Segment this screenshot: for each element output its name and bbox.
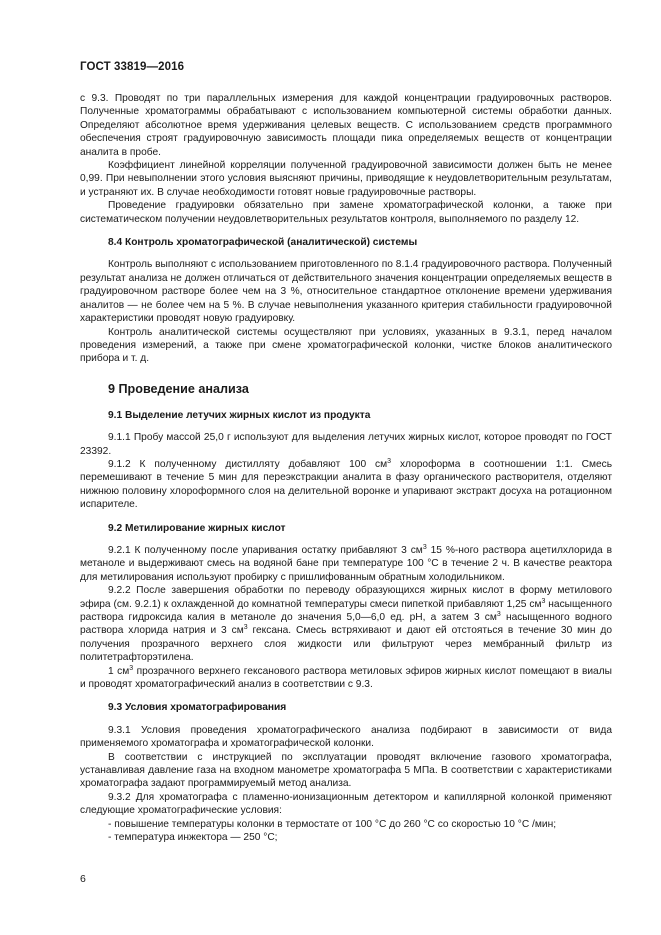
text-run: прозрачного верхнего гексанового раствора метиловых эфиров жирных кислот помещают в виалы и проводят хроматографический анализ в соответствии с 9.3. xyxy=(80,665,612,691)
paragraph xyxy=(80,665,612,692)
section-heading-9-1: 9.1 Выделение летучих жирных кислот из продукта xyxy=(108,409,371,421)
superscript: 3 xyxy=(541,597,546,605)
section-heading-9-3: 9.3 Условия хроматографирования xyxy=(108,702,287,714)
paragraph: 9.3.2 Для хроматографа с пламенно-ионизационным детектором и капиллярной колонкой применяют следующие хроматографические условия: xyxy=(80,791,612,817)
document-body xyxy=(80,92,612,845)
text-run: насыщенного водного раствора хлорида натрия и 3 см xyxy=(80,612,613,637)
text-run: гексана. Смесь встряхивают и дают ей отстояться в течение 30 мин до получения прозрачного верхнего слоя жидкости или фильтруют через мембранный фильтр из политетрафторэтилена. xyxy=(80,625,612,664)
text-run: 9.2.1 К полученному после упаривания остатку прибавляют 3 см xyxy=(108,544,423,556)
document-code: ГОСТ 33819—2016 xyxy=(80,61,185,73)
superscript: 3 xyxy=(496,611,501,618)
text-run: хлороформа в соотношении 1:1. Смесь перемешивают в течение 5 мин для переэкстракции аналита в фазу органического растворителя, отделяют нижнюю половину хлороформного слоя на делительной воронке и упаривают экстракт досуха на ротационном испарителе. xyxy=(80,458,613,511)
superscript: 3 xyxy=(129,664,134,672)
paragraph xyxy=(80,458,612,512)
list-item: - температура инжектора — 250 °С; xyxy=(108,832,278,844)
text-run: 1 см xyxy=(108,665,130,677)
paragraph: с 9.3. Проводят по три параллельных измерения для каждой концентрации градуировочных растворов. Полученные хроматограммы обрабатывают с использованием компьютерной системы обработки данных. Определяют абсолютное время удерживания целевых веществ. С использованием средств программного обеспечения строят градуировочную зависимость площади пика определяемых веществ от концентрации аналита в пробе. xyxy=(80,93,612,158)
text-run: 9.2.2 После завершения обработки по переводу образующихся жирных кислот в форму метилового эфира (см. 9.2.1) к охлажденной до комнатной температуры смеси пипеткой прибавляют 1,25 см xyxy=(80,585,612,610)
text-run: насыщенного раствора гидроксида калия в метаноле до значения 5,0—6,0 ед. рН, а затем 3 см xyxy=(80,598,613,623)
superscript: 3 xyxy=(243,624,248,632)
paragraph: Коэффициент линейной корреляции полученной градуировочной зависимости должен быть не менее 0,99. При невыполнении этого условия выясняют причины, приводящие к неудовлетворительным результатам, и устраняют их. В случае необходимости готовят новые градуировочные растворы. xyxy=(80,160,612,198)
page-number: 6 xyxy=(80,873,86,885)
section-heading-8-4: 8.4 Контроль хроматографической (аналитической) системы xyxy=(108,237,418,249)
text-run: 9.1.2 К полученному дистилляту добавляют 100 см xyxy=(108,458,388,470)
section-heading-9-2: 9.2 Метилирование жирных кислот xyxy=(108,522,286,534)
list-item: - повышение температуры колонки в термостате от 100 °С до 260 °С со скоростью 10 °С /мин; xyxy=(108,818,557,830)
paragraph: Контроль выполняют с использованием приготовленного по 8.1.4 градуировочного раствора. Полученный результат анализа не должен отличаться от действительного значения концентрации определяемых веществ в градуировочном растворе более чем на 3 %, относительное стандартное отклонение времени удерживания аналитов — не более чем на 5 %. В случае невыполнения указанного критерия стабильности градуировочной характеристики проводят новую градуировку. xyxy=(80,259,612,325)
paragraph: Проведение градуировки обязательно при замене хроматографической колонки, а также при систематическом получении неудовлетворительных результатов контроля, выполняемого по разделу 12. xyxy=(80,200,612,225)
paragraph xyxy=(80,544,612,584)
paragraph xyxy=(80,584,612,664)
text-run: 15 %-ного раствора ацетилхлорида в метаноле и выдерживают смесь на водяной бане при температуре 100 °С в течение 2 ч. В качестве реактора для метилирования используют пробирку с пришлифованным обратным холодильником. xyxy=(80,544,612,583)
paragraph: В соответствии с инструкцией по эксплуатации проводят включение газового хроматографа, устанавливая давление газа на входном манометре хроматографа 5 МПа. В соответствии с характеристиками хроматографа задают программируемый метод анализа. xyxy=(80,751,612,790)
superscript: 3 xyxy=(422,543,427,551)
paragraph: Контроль аналитической системы осуществляют при условиях, указанных в 9.3.1, перед началом проведения измерений, а также при смене хроматографической колонки, чистке блоков аналитического прибора и т. д. xyxy=(80,326,612,365)
section-heading-9: 9 Проведение анализа xyxy=(108,381,249,396)
document-page xyxy=(80,0,612,935)
superscript: 3 xyxy=(387,457,392,465)
paragraph: 9.3.1 Условия проведения хроматографического анализа подбирают в зависимости от вида применяемого хроматографа и хроматографической колонки. xyxy=(80,724,612,750)
paragraph: 9.1.1 Пробу массой 25,0 г используют для выделения летучих жирных кислот, которое проводят по ГОСТ 23392. xyxy=(80,432,612,457)
